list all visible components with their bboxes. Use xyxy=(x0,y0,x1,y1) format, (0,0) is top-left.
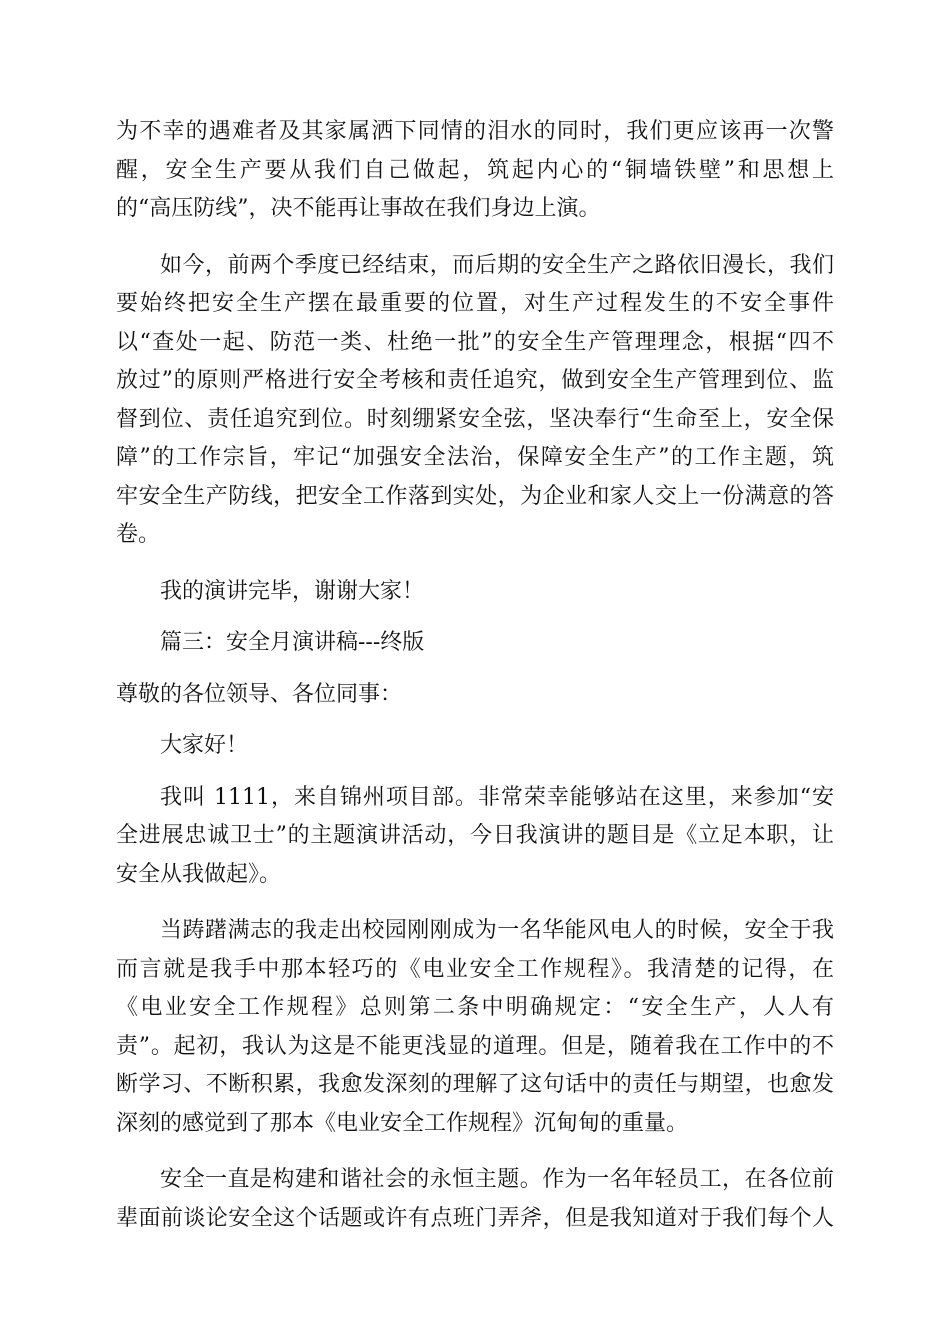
text-line: 安全从我做起》。 xyxy=(116,861,282,887)
paragraph-safety-commitment xyxy=(116,247,834,555)
paragraph-introduction xyxy=(116,779,834,895)
paragraph-speech-end xyxy=(116,573,834,612)
text-line: 的“高压防线”，决不能再让事故在我们身边上演。 xyxy=(116,196,601,221)
text-line: 放过”的原则严格进行安全考核和责任追究，做到安全生产管理到位、监 xyxy=(116,368,834,393)
text-line: 而言就是我手中那本轻巧的《电业安全工作规程》。我清楚的记得，在 xyxy=(116,956,834,982)
text-line: 辈面前谈论安全这个话题或许有点班门弄斧，但是我知道对于我们每个人 xyxy=(116,1205,834,1231)
greeting xyxy=(116,727,834,766)
text-line: 以“查处一起、防范一类、杜绝一批”的安全生产管理理念，根据“四不 xyxy=(116,329,834,355)
text-line: 《电业安全工作规程》总则第二条中明确规定：“安全生产，人人有 xyxy=(116,995,834,1020)
document-body xyxy=(116,113,834,1238)
text-line: 牢安全生产防线，把安全工作落到实处，为企业和家人交上一份满意的答 xyxy=(116,483,834,509)
text-line: 深刻的感觉到了那本《电业安全工作规程》沉甸甸的重量。 xyxy=(116,1110,689,1136)
text-line: 障”的工作宗旨，牢记“加强安全法治，保障安全生产”的工作主题，筑 xyxy=(116,445,834,470)
text-line: 全进展忠诚卫士”的主题演讲活动，今日我演讲的题目是《立足本职，让 xyxy=(116,823,834,848)
paragraph-safety-regulations xyxy=(116,912,834,1143)
text-line: 为不幸的遇难者及其家属洒下同情的泪水的同时，我们更应该再一次警 xyxy=(116,119,834,144)
text-line: 督到位、责任追究到位。时刻绷紧安全弦，坚决奉行“生命至上，安全保 xyxy=(116,406,834,432)
text-line: 大家好！ xyxy=(160,733,249,758)
text-line: 责”。起初，我认为这是不能更浅显的道理。但是，随着我在工作中的不 xyxy=(116,1033,834,1059)
text-line: 如今，前两个季度已经结束，而后期的安全生产之路依旧漫长，我们 xyxy=(160,252,834,278)
text-line: 卷。 xyxy=(116,522,161,547)
salutation xyxy=(116,676,834,715)
text-line: 要始终把安全生产摆在最重要的位置，对生产过程发生的不安全事件 xyxy=(116,291,834,316)
text-line: 醒，安全生产要从我们自己做起，筑起内心的“铜墙铁壁”和思想上 xyxy=(116,157,834,183)
heading-text: 篇三：安全月演讲稿---终版 xyxy=(160,630,425,655)
paragraph-grieving-reminder xyxy=(116,113,834,229)
text-line: 我的演讲完毕，谢谢大家！ xyxy=(160,578,425,604)
text-line: 断学习、不断积累，我愈发深刻的理解了这句话中的责任与期望，也愈发 xyxy=(116,1072,834,1097)
section-heading xyxy=(116,624,834,663)
text-line: 尊敬的各位领导、各位同事： xyxy=(116,681,403,707)
text-line: 安全一直是构建和谐社会的永恒主题。作为一名年轻员工，在各位前 xyxy=(160,1167,834,1192)
text-line: 当踌躇满志的我走出校园刚刚成为一名华能风电人的时候，安全于我 xyxy=(160,918,834,943)
text-line: 我叫 1111，来自锦州项目部。非常荣幸能够站在这里，来参加“安 xyxy=(160,784,834,810)
paragraph-harmonious-society xyxy=(116,1161,834,1238)
